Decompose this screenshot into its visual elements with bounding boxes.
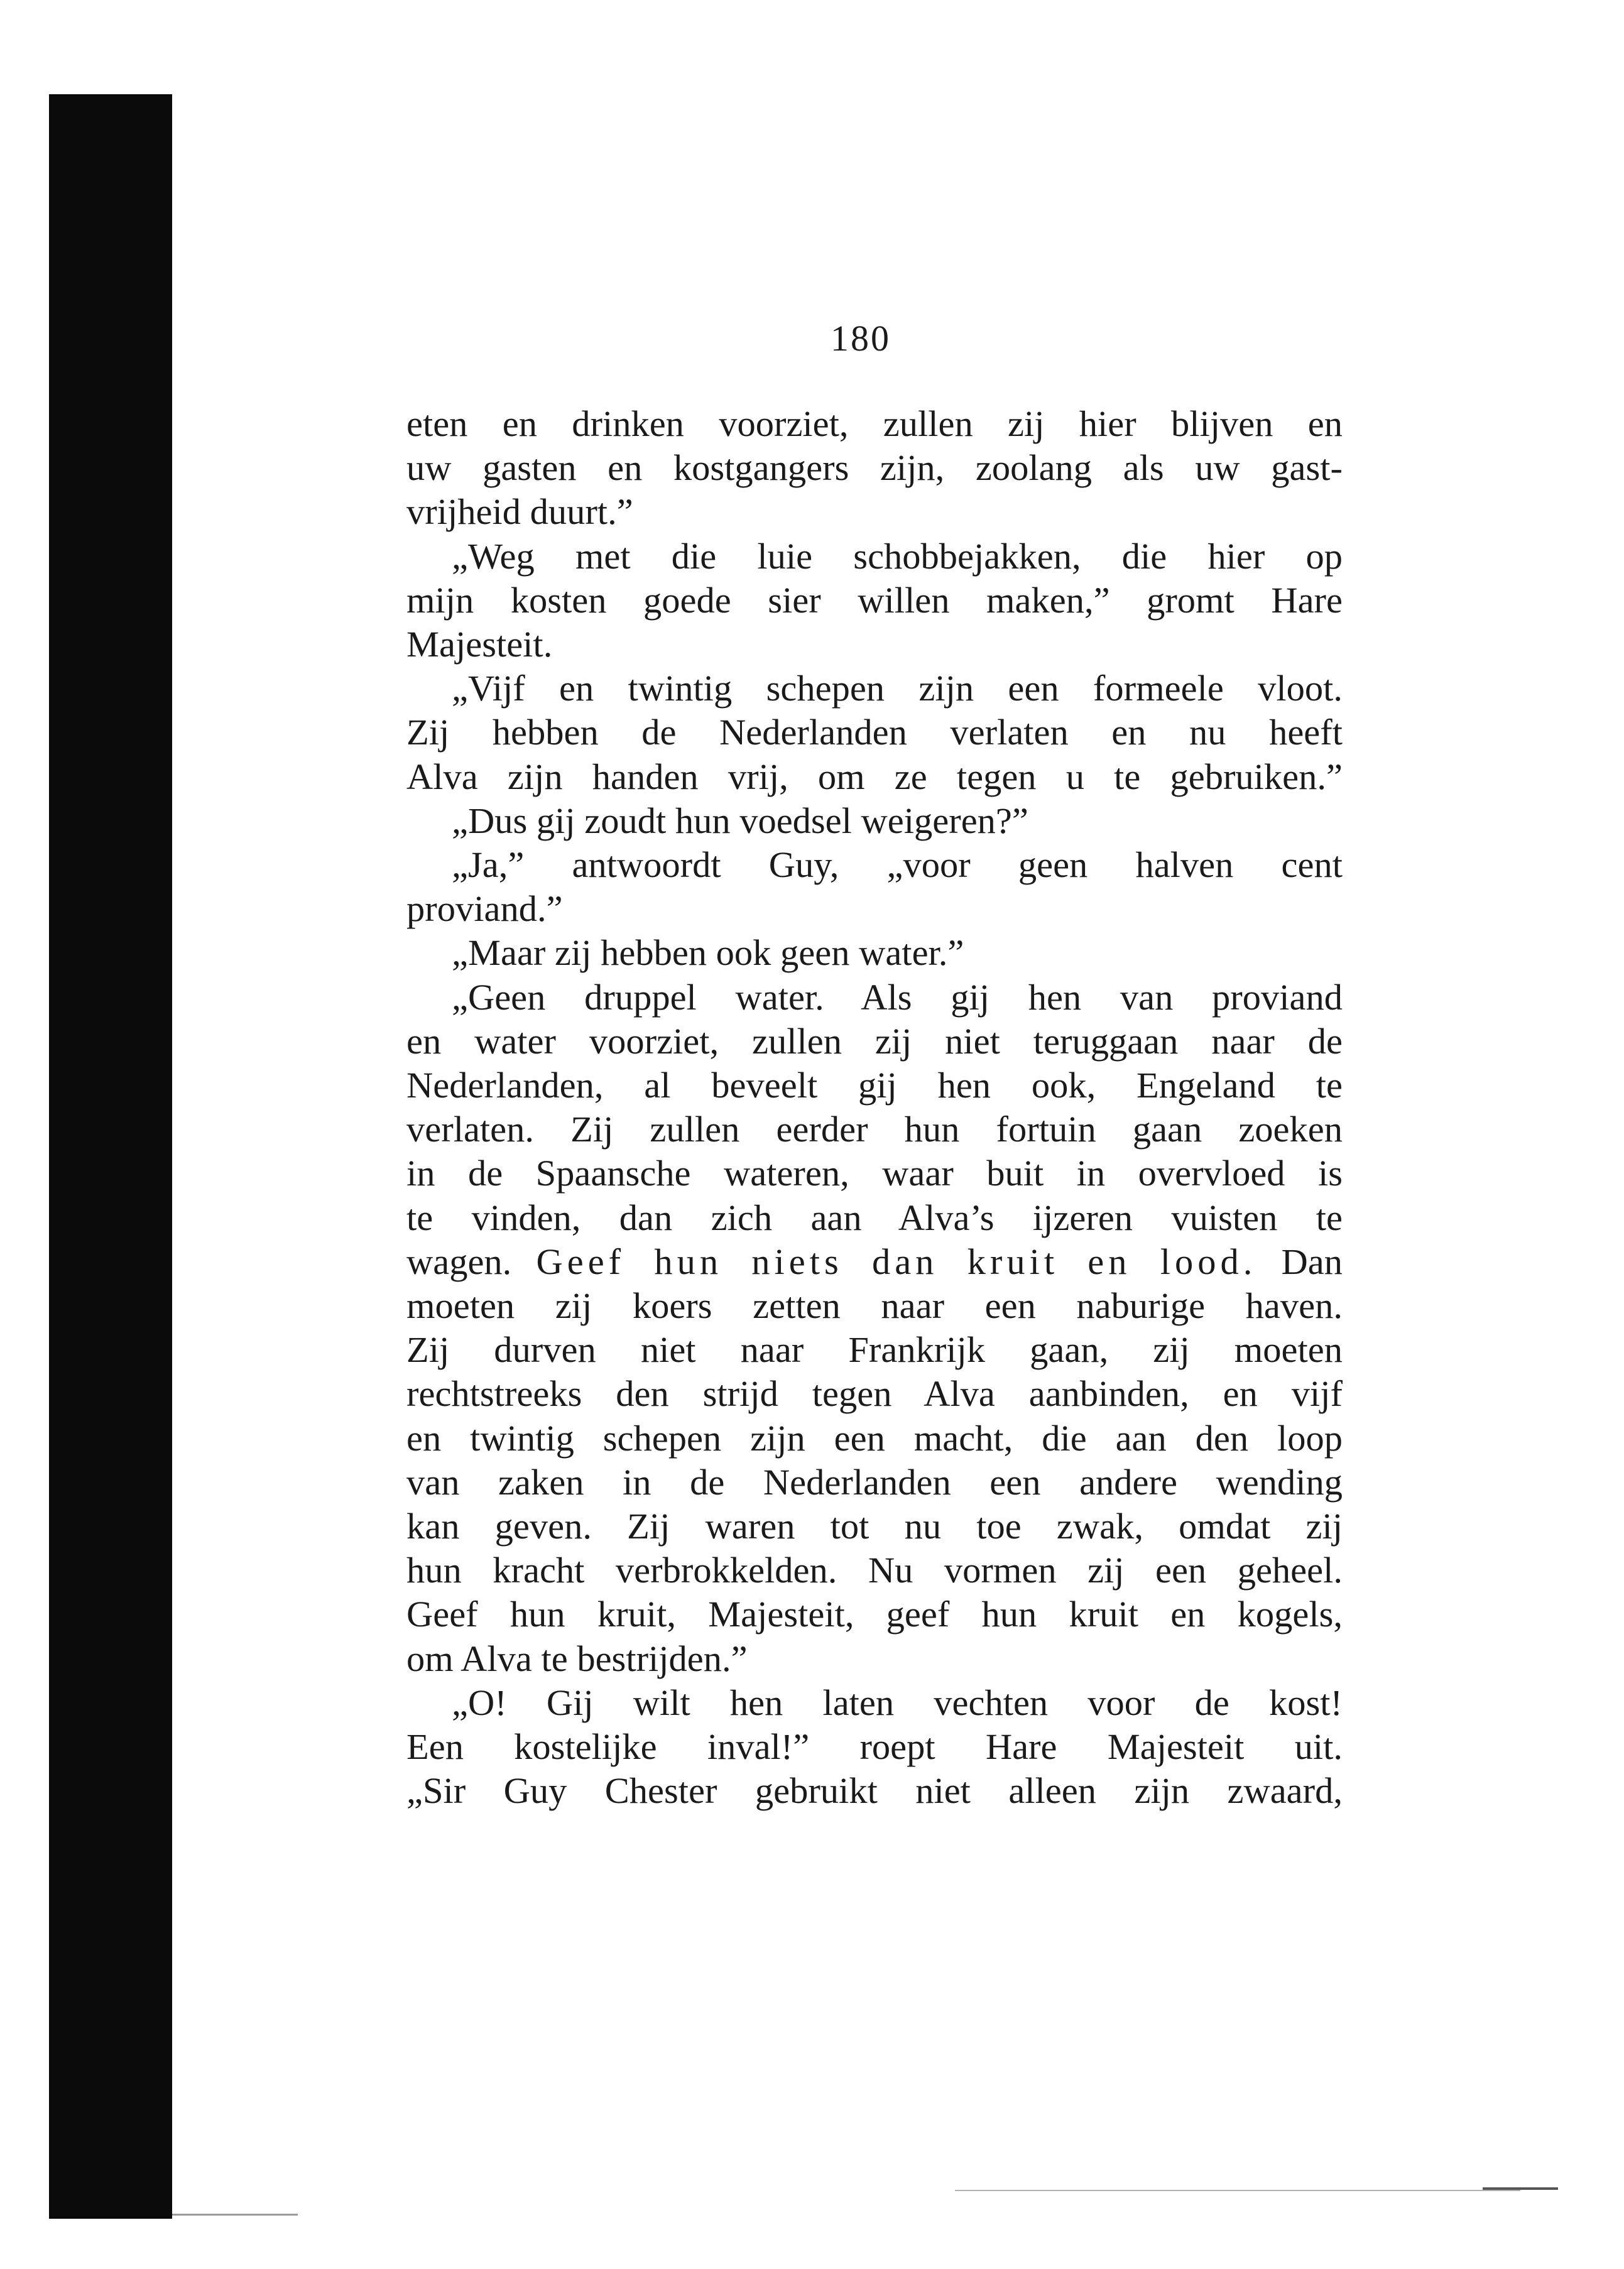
text-line: Zij durven niet naar Frankrijk gaan, zij moeten <box>406 1329 1343 1371</box>
spaced-emphasis: Geef hun niets dan kruit en lood. <box>536 1241 1257 1282</box>
text-line: in de Spaansche wateren, waar buit in overvloed is <box>406 1153 1343 1194</box>
text-line: „Vijf en twintig schepen zijn een formeele vloot. <box>452 668 1343 709</box>
text-line: „Sir Guy Chester gebruikt niet alleen zijn zwaard, <box>406 1770 1343 1812</box>
text-line: vrijheid duurt.” <box>406 491 633 533</box>
text-line: proviand.” <box>406 888 563 930</box>
text-line: Geef hun kruit, Majesteit, geef hun kruit en kogels, <box>406 1594 1343 1635</box>
text-line: moeten zij koers zetten naar een naburige haven. <box>406 1285 1343 1327</box>
text-line: Een kostelijke inval!” roept Hare Majesteit uit. <box>406 1726 1343 1768</box>
text-line: eten en drinken voorziet, zullen zij hier blijven en <box>406 403 1343 444</box>
scan-edge-line-right <box>955 2190 1520 2191</box>
body-text <box>406 402 1343 1814</box>
text-line: mijn kosten goede sier willen maken,” gromt Hare <box>406 579 1343 621</box>
text-line: Zij hebben de Nederlanden verlaten en nu heeft <box>406 712 1343 753</box>
text-line: van zaken in de Nederlanden een andere wending <box>406 1461 1343 1503</box>
scan-edge-line-left <box>172 2214 298 2216</box>
text-line: uw gasten en kostgangers zijn, zoolang als uw gast- <box>406 447 1343 489</box>
text-line: en water voorziet, zullen zij niet teruggaan naar de <box>406 1020 1343 1062</box>
text-segment: wagen. <box>406 1241 537 1282</box>
text-line: Majesteit. <box>406 624 553 665</box>
text-line: „O! Gij wilt hen laten vechten voor de kost! <box>452 1682 1343 1723</box>
text-line: verlaten. Zij zullen eerder hun fortuin gaan zoeken <box>406 1109 1343 1150</box>
text-line: Alva zijn handen vrij, om ze tegen u te gebruiken.” <box>406 756 1343 797</box>
text-line: rechtstreeks den strijd tegen Alva aanbinden, en vijf <box>406 1373 1343 1415</box>
text-line: Nederlanden, al beveelt gij hen ook, Engeland te <box>406 1065 1343 1106</box>
text-line: „Maar zij hebben ook geen water.” <box>452 932 964 974</box>
text-segment: Dan <box>1256 1241 1343 1282</box>
text-line: „Weg met die luie schobbejakken, die hier op <box>452 535 1343 577</box>
scan-binding-shadow <box>49 94 172 2219</box>
text-line: kan geven. Zij waren tot nu toe zwak, omdat zij <box>406 1506 1343 1547</box>
text-line: en twintig schepen zijn een macht, die aan den loop <box>406 1417 1343 1459</box>
text-line: om Alva te bestrijden.” <box>406 1638 748 1679</box>
text-line: „Ja,” antwoordt Guy, „voor geen halven cent <box>452 844 1343 886</box>
text-line: te vinden, dan zich aan Alva’s ijzeren vuisten te <box>406 1197 1343 1238</box>
page-number: 180 <box>831 318 891 359</box>
text-line: hun kracht verbrokkelden. Nu vormen zij een geheel. <box>406 1550 1343 1591</box>
scan-edge-mark <box>1483 2187 1558 2190</box>
text-line: „Dus gij zoudt hun voedsel weigeren?” <box>452 800 1028 841</box>
text-line-emphasis <box>406 1240 1343 1284</box>
text-line: „Geen druppel water. Als gij hen van proviand <box>452 976 1343 1018</box>
